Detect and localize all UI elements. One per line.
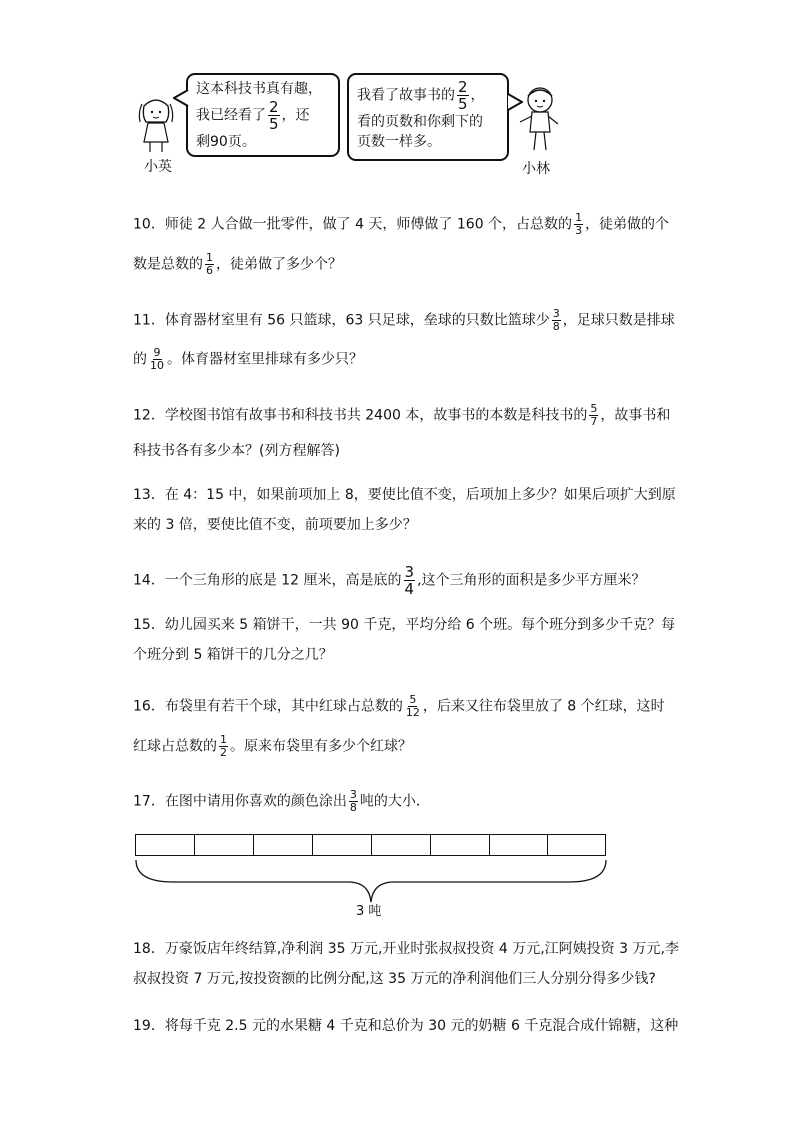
question-10-line1: 10．师徒 2 人合做一批零件，做了 4 天，师傅做了 160 个，占总数的 $\frac{1}{3}$ ，徒弟做的个 xyxy=(133,211,670,237)
fraction: $\frac{1}{6}$ xyxy=(206,251,213,277)
left-character-name: 小英 xyxy=(144,159,172,175)
question-18-line1: 18．万豪饭店年终结算,净利润 35 万元,开业时张叔叔投资 4 万元,江阿姨投资 3 万元,李 xyxy=(133,941,679,957)
fraction: $\frac{1}{2}$ xyxy=(220,733,227,759)
right-bubble-line1: 我看了故事书的 $\frac{2}{5}$ ， xyxy=(357,78,485,113)
fraction: $\frac{3}{8}$ xyxy=(349,788,357,814)
question-11-line1: 11．体育器材室里有 56 只篮球，63 只足球，垒球的只数比篮球少 $\frac{3}{8}$ ，足球只数是排球 xyxy=(133,307,675,333)
question-18-line2: 叔叔投资 7 万元,按投资额的比例分配,这 35 万元的净利润他们三人分别分得多少钱? xyxy=(133,971,656,987)
bar-cell[interactable] xyxy=(194,834,254,856)
right-character-name: 小林 xyxy=(522,161,550,177)
question-12-line2: 科技书各有多少本？(列方程解答) xyxy=(133,443,340,459)
question-16-line2: 红球占总数的 $\frac{1}{2}$ 。原来布袋里有多少个红球？ xyxy=(133,733,412,759)
right-bubble-line3: 页数一样多。 xyxy=(357,134,441,150)
question-11-line2: 的 $\frac{9}{10}$ 。体育器材室里排球有多少只？ xyxy=(133,346,363,372)
fraction: $\frac{1}{3}$ xyxy=(575,211,583,237)
question-17-line: 17．在图中请用你喜欢的颜色涂出 $\frac{3}{8}$ 吨的大小． xyxy=(133,788,430,814)
boy-figure-icon xyxy=(516,84,564,156)
brace-label: 3 吨 xyxy=(356,904,382,919)
left-bubble-line1: 这本科技书真有趣， xyxy=(196,81,322,97)
bar-cell[interactable] xyxy=(371,834,431,856)
right-speech-bubble xyxy=(347,73,509,161)
right-bubble-line2: 看的页数和你剩下的 xyxy=(357,114,483,130)
curly-brace-icon xyxy=(133,858,609,906)
left-bubble-tail-icon xyxy=(173,88,189,108)
fraction: $\frac{5}{7}$ xyxy=(590,402,598,428)
question-16-line1: 16．布袋里有若干个球，其中红球占总数的 $\frac{5}{12}$ ，后来又往布袋里放了 8 个红球，这时 xyxy=(133,693,665,719)
question-13-line2: 来的 3 倍，要使比值不变，前项要加上多少？ xyxy=(133,517,417,533)
question-15-line2: 个班分到 5 箱饼干的几分之几？ xyxy=(133,647,333,663)
bar-cell[interactable] xyxy=(489,834,548,856)
fraction: $\frac{5}{12}$ xyxy=(405,693,420,719)
fraction: $\frac{3}{4}$ xyxy=(404,563,415,598)
bar-cell[interactable] xyxy=(547,834,606,856)
left-bubble-line2: 我已经看了 $\frac{2}{5}$ ，还 xyxy=(196,98,310,133)
question-10-line2: 数是总数的 $\frac{1}{6}$ ，徒弟做了多少个？ xyxy=(133,251,342,277)
bar-cell[interactable] xyxy=(430,834,490,856)
left-bubble-line3: 剩90页。 xyxy=(196,134,256,150)
question-13-line1: 13．在 4：15 中，如果前项加上 8，要使比值不变，后项加上多少？如果后项扩大到原 xyxy=(133,487,676,503)
question-19-line1: 19．将每千克 2.5 元的水果糖 4 千克和总价为 30 元的奶糖 6 千克混合成什锦糖，这种 xyxy=(133,1018,679,1034)
left-speech-bubble xyxy=(186,73,340,157)
bar-cell[interactable] xyxy=(253,834,313,856)
question-12-line1: 12．学校图书馆有故事书和科技书共 2400 本，故事书的本数是科技书的 $\frac{5}{7}$ ，故事书和 xyxy=(133,402,671,428)
bar-cell[interactable] xyxy=(135,834,195,856)
question-14-line: 14．一个三角形的底是 12 厘米，高是底的 $\frac{3}{4}$ ,这个三角形的面积是多少平方厘米？ xyxy=(133,563,646,598)
bar-cell[interactable] xyxy=(312,834,372,856)
fraction: $\frac{3}{8}$ xyxy=(552,307,560,333)
question-15-line1: 15．幼儿园买来 5 箱饼干，一共 90 千克，平均分给 6 个班。每个班分到多少千克？每 xyxy=(133,617,676,633)
fraction: $\frac{9}{10}$ xyxy=(150,346,164,372)
